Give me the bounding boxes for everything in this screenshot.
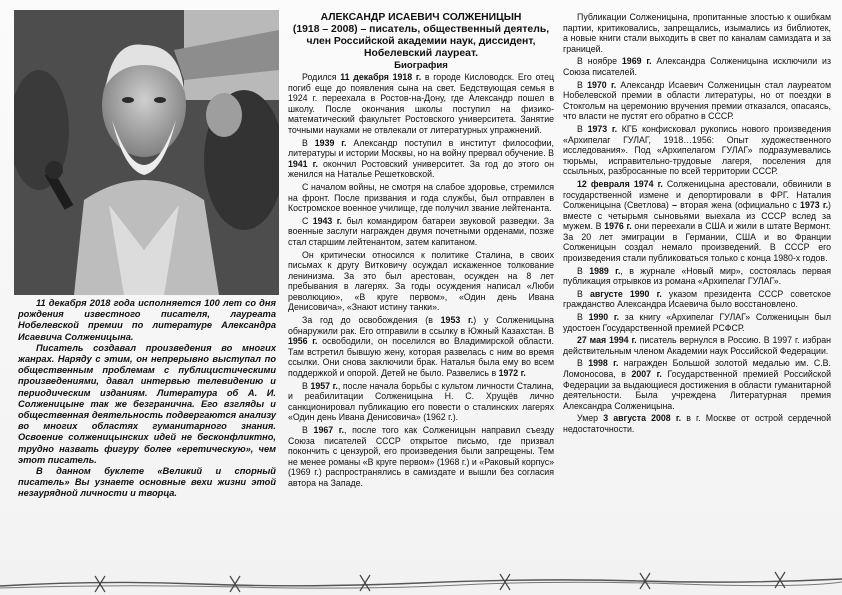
paragraph-text: освободили, он поселился во Владимирской области. Там встретил бывшую жену, которая развелась с ним во время ссылки. Они снова заключили брак. Наталья была ему во всем поддержкой и опорой. Детей не было. Развелись в [288, 336, 554, 379]
right-column [563, 12, 831, 566]
paragraph-text: Александр поступил в институт философии, литературы и истории Москвы, но на войну прервал обучение. В [288, 137, 554, 159]
highlighted-date: 1943 г. [312, 215, 342, 226]
biography-paragraph [563, 312, 831, 333]
highlighted-date: 1969 г. [621, 56, 652, 67]
biography-text-part-2 [563, 12, 831, 435]
paragraph-text: Родился [302, 72, 341, 82]
biography-paragraph [288, 381, 554, 423]
paragraph-text: писатель вернулся в Россию. В 1997 г. избран действительным членом Академии наук Российской Федерации. [563, 335, 831, 356]
intro-paragraph: 11 декабря 2018 года исполняется 100 лет со дня рождения известного писателя, лауреата Нобелевской премии по литературе Александра Исаевича Солженицына. [18, 298, 276, 342]
paragraph-text: В [577, 288, 590, 299]
paragraph-text: , после того как Солженицын направил съезду Союза писателей СССР открытое письмо, где призвал покончить с цензурой, его произведения были запрещены. Тем не менее романы «В круге первом» (1968 г.) и «Раковый корпус» (1969 г.) распространялись в самиздате и вышли без согласия автора на Западе. [288, 425, 554, 488]
paragraph-text: В [302, 380, 311, 391]
paragraph-text: В [302, 137, 315, 148]
section-heading: Биография [394, 60, 448, 71]
paragraph-text: окончил Ростовский университет. За год до этого он женился на Наталье Решетковской. [288, 158, 554, 180]
biography-paragraph [563, 413, 831, 434]
highlighted-date: 11 декабря 1918 г. [340, 72, 422, 82]
biography-paragraph [288, 425, 554, 489]
biography-paragraph [288, 182, 554, 214]
portrait-photo-illustration [14, 10, 279, 295]
paragraph-text: вторая жена (официально с [676, 200, 801, 211]
highlighted-date: 1953 г. [440, 315, 474, 326]
highlighted-date: 1970 г. [587, 79, 617, 90]
biography-paragraph [288, 250, 554, 314]
paragraph-text: в городе Кисловодск. Его отец погиб еще до появления сына на свет. Бедствующая семья в 1924 г. переехала в Ростов-на-Дону, где Александр пошел в школу. После окончания школы поступил на физико-математический факультет Ростовского университета. Занятие точными науками не отвлекали от литературных упражнений. [288, 72, 554, 135]
biography-paragraph [563, 335, 831, 356]
paragraph-text: в г. Москве от острой сердечной недостаточности. [563, 413, 831, 434]
highlighted-date: 1976 г. [604, 221, 632, 232]
intro-text [18, 298, 276, 500]
paragraph-text: Государственной премией Российской Федерации за выдающиеся достижения в области гуманитарной деятельности. Была учреждена Литературная премия Александра Солженицына. [563, 369, 831, 411]
biography-paragraph [563, 179, 831, 264]
biography-paragraph [563, 289, 831, 310]
paragraph-text: В [577, 358, 589, 369]
biography-paragraph [288, 138, 554, 180]
article-subtitle: (1918 – 2008) – писатель, общественный деятель, член Российской академии наук, диссидент, Нобелевский лауреат. [292, 24, 550, 59]
highlighted-date: 1939 г. [314, 137, 347, 148]
left-column [14, 0, 279, 566]
paragraph-text: Александра Солженицына исключили из Союза писателей. [563, 56, 831, 77]
highlighted-date: 3 августа 2008 г. [603, 413, 682, 424]
paragraph-text: В [577, 123, 588, 134]
biography-paragraph [563, 12, 831, 54]
paragraph-text: В [577, 312, 589, 323]
paragraph-text: Солженицына арестовали, обвинили в государственной измене и депортировали в ФРГ. Наталия Солженицына (Светлова) [563, 178, 831, 211]
highlighted-date: 1967 г. [313, 425, 345, 435]
highlighted-date: 1990 г. [588, 312, 620, 323]
paragraph-text: ) вместе с четырьмя сыновьями выехала из СССР вслед за мужем. В [563, 200, 831, 232]
biography-paragraph [288, 315, 554, 379]
paragraph-text: награжден Большой золотой медалью им. С.В. Ломоносова, в [563, 358, 831, 379]
paragraph-text: С [302, 215, 313, 226]
biography-paragraph [563, 80, 831, 122]
paragraph-text: В [577, 265, 590, 276]
biography-paragraph [563, 358, 831, 411]
paragraph-text: В [577, 79, 588, 90]
paragraph-text: указом президента СССР советское гражданство Александра Исаевича было восстановлено. [563, 288, 831, 310]
highlighted-date: 1973 г. [587, 123, 618, 134]
highlighted-date: августе 1990 г. [590, 288, 662, 299]
highlighted-date: 1998 г. [588, 358, 619, 369]
intro-paragraph: В данном буклете «Великий и спорный писатель» Вы узнаете основные вехи жизни этой незаурядной личности и творца. [18, 466, 276, 499]
biography-text-part-1 [288, 72, 554, 489]
paragraph-text: , после начала борьбы с культом личности Сталина, и реабилитации Солженицына Н. С. Хрущёв лично санкционировал публикацию его повести о сталинских лагерях «Один день Ивана Денисовича» (1962 г.). [288, 380, 554, 423]
paragraph-text: Он критически относился к политике Сталина, в своих письмах к другу Витковичу осуждал искаженное толкование ленинизма. За это был арестован, осужден на 8 лет пребывания в лагерях. За годы осуждения написал «Люби революцию», «В круге первом», «Один день Ивана Денисовича», «Знают истину танки». [288, 249, 554, 313]
paragraph-text: За год до освобождения (в [302, 315, 441, 326]
paragraph-text: они переехали в США и жили в штате Вермонт. За 20 лет эмиграции в Германии, США и во Франции Солженицын создал немало произведений. В СССР его произведения стали публиковаться только с конца 1980-х годов. [563, 221, 831, 264]
paragraph-text: КГБ конфисковал рукопись нового произведения «Архипелаг ГУЛАГ, 1918…1956: Опыт художественного исследования». Под «Архипелагом ГУЛАГ» подразумевались тюрьмы, исправительно-трудовые лагеря, поселения для ссыльных, разбросанные по всей территории СССР. [563, 123, 831, 177]
biography-paragraph [563, 266, 831, 287]
paragraph-text: за книгу «Архипелаг ГУЛАГ» Солженицын был удостоен Государственной премией РСФСР. [563, 312, 831, 333]
paragraph-text: ) у Солженицына обнаружили рак. Его отправили в ссылку в Южный Казахстан. В [288, 315, 554, 336]
portrait-photo [14, 10, 279, 295]
highlighted-date: 1957 г. [310, 380, 338, 391]
intro-paragraph: Писатель создавал произведения во многих жанрах. Наряду с этим, он непрерывно выступал по общественным проблемам с публицистическими произведениями, давал интервью телевидению и периодическим изданиям. Литература об А. И. Солженицыне так же безгранична. Его взгляды и общественная деятельность подвергаются анализу во многих областях гуманитарного знания. Освоение солженицынских идей не бесконфликтно, трудно назвать фигуру более «еретическую», чем этот писатель. [18, 342, 276, 465]
article-title: АЛЕКСАНДР ИСАЕВИЧ СОЛЖЕНИЦЫН [320, 12, 522, 23]
highlighted-date: 12 февраля 1974 г. [577, 178, 663, 189]
highlighted-date: 1956 г. [288, 336, 318, 347]
paragraph-text: С началом войны, не смотря на слабое здоровье, стремился на фронт. После призвания и года службы, был отправлен в Костромское военное училище, где получил звание лейтенанта. [288, 181, 554, 214]
highlighted-date: 27 мая 1994 г. [577, 335, 637, 346]
paragraph-text: , в журнале «Новый мир», состоялась первая публикация отрывков из романа «Архипелаг ГУЛАГ». [563, 265, 831, 287]
highlighted-date: 1941 г. [288, 158, 318, 169]
biography-paragraph [288, 72, 554, 136]
biography-paragraph [288, 216, 554, 248]
middle-column [288, 12, 554, 566]
highlighted-date: 2007 г. [631, 369, 662, 379]
highlighted-date: 1989 г. [589, 265, 621, 276]
barbed-wire-decoration [0, 566, 842, 595]
highlighted-date: – [672, 200, 677, 211]
paragraph-text: Публикации Солженицына, пропитанные злостью к ошибкам партии, критиковались, запрещались, изымались из библиотек, а новые книги стали выходить в свет по каналам самиздата и за границей. [563, 12, 831, 54]
highlighted-date: 1972 г. [498, 368, 526, 379]
paragraph-text: Александр Исаевич Солженицын стал лауреатом Нобелевской премии в области литературы, но от поездки в Стокгольм на церемонию вручения премии отказался, опасаясь, что власти не пустят его обратно в СССР. [563, 79, 831, 122]
biography-paragraph [563, 124, 831, 177]
biography-paragraph [563, 56, 831, 77]
paragraph-text: Умер [577, 413, 604, 424]
paragraph-text: был командиром батареи звуковой разведки. За военные заслуги награжден двумя почетными орденами, позже стал старшим лейтенантом, затем капитаном. [288, 215, 554, 247]
highlighted-date: 1973 г. [800, 200, 829, 211]
paragraph-text: В [302, 425, 314, 435]
paragraph-text: В ноябре [577, 56, 622, 67]
